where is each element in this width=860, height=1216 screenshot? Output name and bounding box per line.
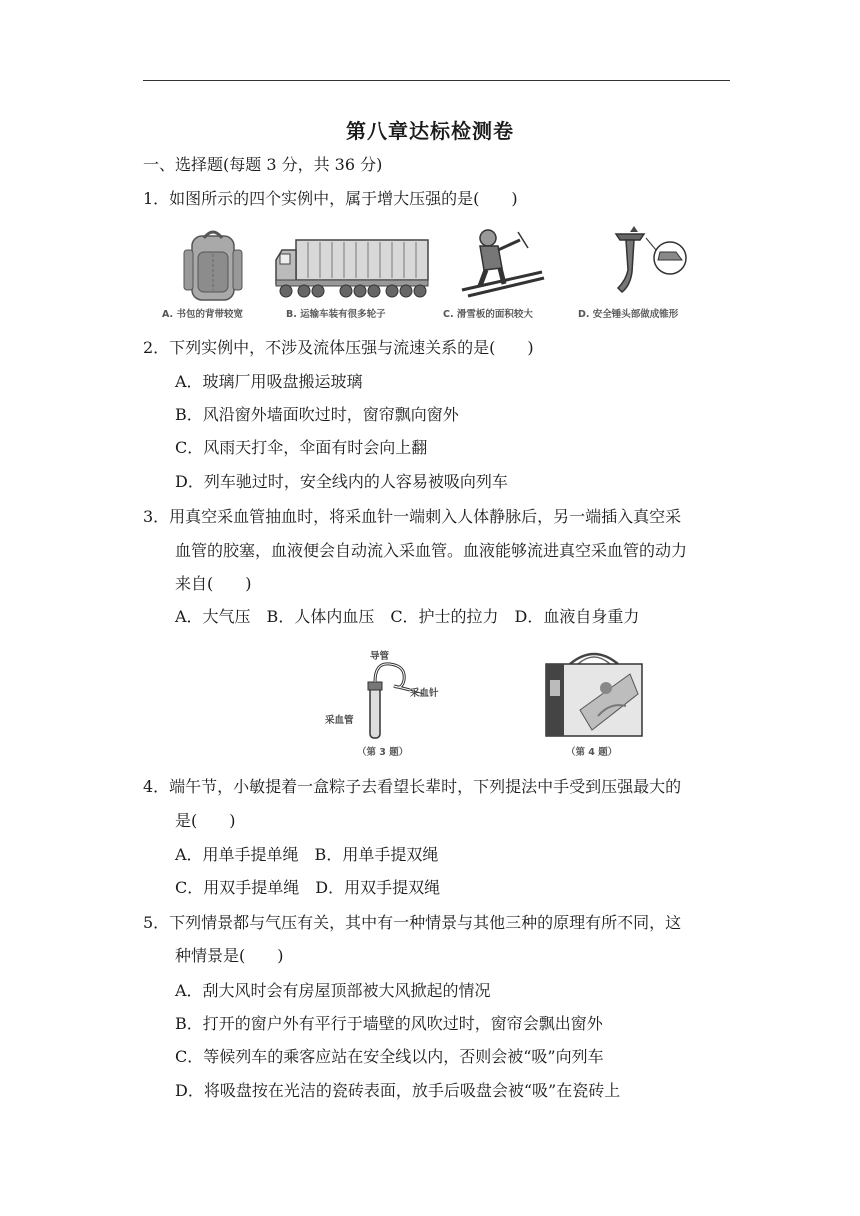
q4-options-line1: A．用单手提单绳 B．用单手提双绳	[175, 845, 439, 864]
q1-caption-d: D. 安全锤头部做成锥形	[578, 309, 679, 320]
q2-option-a: A．玻璃厂用吸盘搬运玻璃	[175, 372, 363, 391]
q4-stem-line2: 是( )	[175, 811, 236, 830]
q1-stem: 1．如图所示的四个实例中，属于增大压强的是( )	[143, 189, 518, 208]
q5-option-a: A．刮大风时会有房屋顶部被大风掀起的情况	[175, 981, 491, 1000]
q2-stem: 2．下列实例中，不涉及流体压强与流速关系的是( )	[143, 338, 534, 357]
top-rule	[143, 80, 730, 81]
backpack-illustration	[178, 228, 248, 306]
q3-fig-caption: （第 3 题）	[357, 747, 409, 758]
q3-stem-line3: 来自( )	[175, 574, 252, 593]
q2-option-c: C．风雨天打伞，伞面有时会向上翻	[175, 438, 428, 457]
q5-stem-line2: 种情景是( )	[175, 946, 284, 965]
q3-stem-line1: 3．用真空采血管抽血时，将采血针一端刺入人体静脉后，另一端插入真空采	[143, 507, 682, 526]
page-title: 第八章达标检测卷	[346, 119, 514, 143]
q1-caption-a: A. 书包的背带较宽	[162, 309, 243, 320]
q2-option-d: D．列车驰过时，安全线内的人容易被吸向列车	[175, 472, 508, 491]
q3-fig-label-tube: 采血管	[325, 715, 354, 726]
skier-illustration	[458, 228, 548, 300]
safety-hammer-illustration	[610, 226, 690, 302]
section-heading: 一、选择题(每题 3 分，共 36 分)	[143, 155, 383, 174]
q1-caption-b: B. 运输车装有很多轮子	[286, 309, 386, 320]
gift-box-illustration	[540, 650, 650, 740]
q4-options-line2: C．用双手提单绳 D．用双手提双绳	[175, 878, 441, 897]
q2-option-b: B．风沿窗外墙面吹过时，窗帘飘向窗外	[175, 405, 459, 424]
q5-stem-line1: 5．下列情景都与气压有关，其中有一种情景与其他三种的原理有所不同，这	[143, 913, 682, 932]
q3-stem-line2: 血管的胶塞，血液便会自动流入采血管。血液能够流进真空采血管的动力	[175, 541, 688, 560]
q3-options: A．大气压 B．人体内血压 C．护士的拉力 D．血液自身重力	[175, 607, 640, 626]
q4-fig-caption: （第 4 题）	[566, 747, 618, 758]
truck-illustration	[274, 236, 432, 300]
q4-stem-line1: 4．端午节，小敏提着一盒粽子去看望长辈时，下列提法中手受到压强最大的	[143, 777, 682, 796]
q3-fig-label-conduit: 导管	[370, 651, 390, 662]
q5-option-b: B．打开的窗户外有平行于墙壁的风吹过时，窗帘会飘出窗外	[175, 1014, 603, 1033]
q3-fig-label-needle: 采血针	[410, 688, 439, 699]
q5-option-d: D．将吸盘按在光洁的瓷砖表面，放手后吸盘会被“吸”在瓷砖上	[175, 1081, 621, 1100]
q5-option-c: C．等候列车的乘客应站在安全线以内，否则会被“吸”向列车	[175, 1047, 604, 1066]
q1-caption-c: C. 滑雪板的面积较大	[443, 309, 533, 320]
